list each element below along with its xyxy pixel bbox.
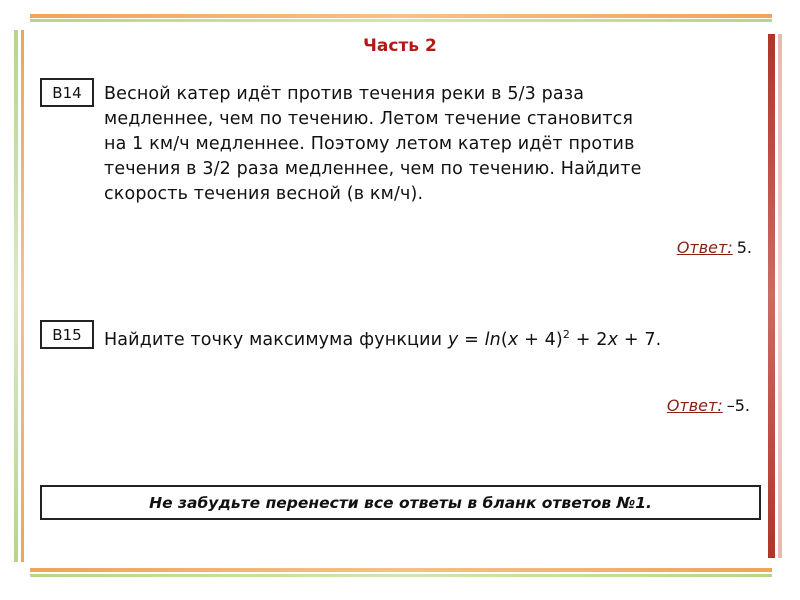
task-line: скорость течения весной (в км/ч). [104, 184, 424, 204]
right-border-red [768, 34, 775, 558]
task-text-b14 [104, 82, 756, 207]
formula-y: y [447, 329, 459, 350]
formula-eq: = [458, 329, 485, 350]
task-label-b15: B15 [40, 320, 94, 349]
formula-inner: + 4) [518, 329, 563, 350]
answer-b14 [677, 238, 752, 257]
formula-exponent: 2 [562, 328, 571, 341]
reminder-text: Не забудьте перенести все ответы в бланк ответов №1. [149, 493, 652, 512]
formula-open: ( [500, 329, 508, 350]
page-title: Часть 2 [363, 36, 437, 56]
task-label-b14: B14 [40, 78, 94, 107]
formula-tail: + 7. [618, 329, 662, 350]
task-line: на 1 км/ч медленнее. Поэтому летом катер идёт против [104, 134, 635, 154]
formula-x1: x [507, 329, 519, 350]
answer-value: –5. [726, 396, 750, 415]
left-border-orange [21, 30, 24, 562]
formula-plus: + 2 [570, 329, 608, 350]
formula [448, 330, 661, 350]
formula-x2: x [607, 329, 619, 350]
task-text-prefix: Найдите точку максимума функции [104, 329, 448, 350]
reminder-box [40, 485, 761, 520]
task-text-b15 [104, 322, 756, 353]
answer-value: 5. [736, 238, 752, 257]
bottom-border-orange [30, 568, 772, 572]
bottom-border-green [30, 574, 772, 577]
task-line: медленнее, чем по течению. Летом течение становится [104, 109, 634, 129]
answer-b15 [667, 396, 750, 415]
answer-label: Ответ: [666, 396, 723, 415]
right-border-light [778, 34, 782, 558]
task-line: Весной катер идёт против течения реки в 5/3 раза [104, 84, 585, 104]
top-border-orange [30, 14, 772, 18]
formula-ln: ln [484, 329, 501, 350]
top-border-green [30, 19, 772, 22]
task-line: течения в 3/2 раза медленнее, чем по течению. Найдите [104, 159, 642, 179]
answer-label: Ответ: [676, 238, 733, 257]
left-border-green [14, 30, 18, 562]
